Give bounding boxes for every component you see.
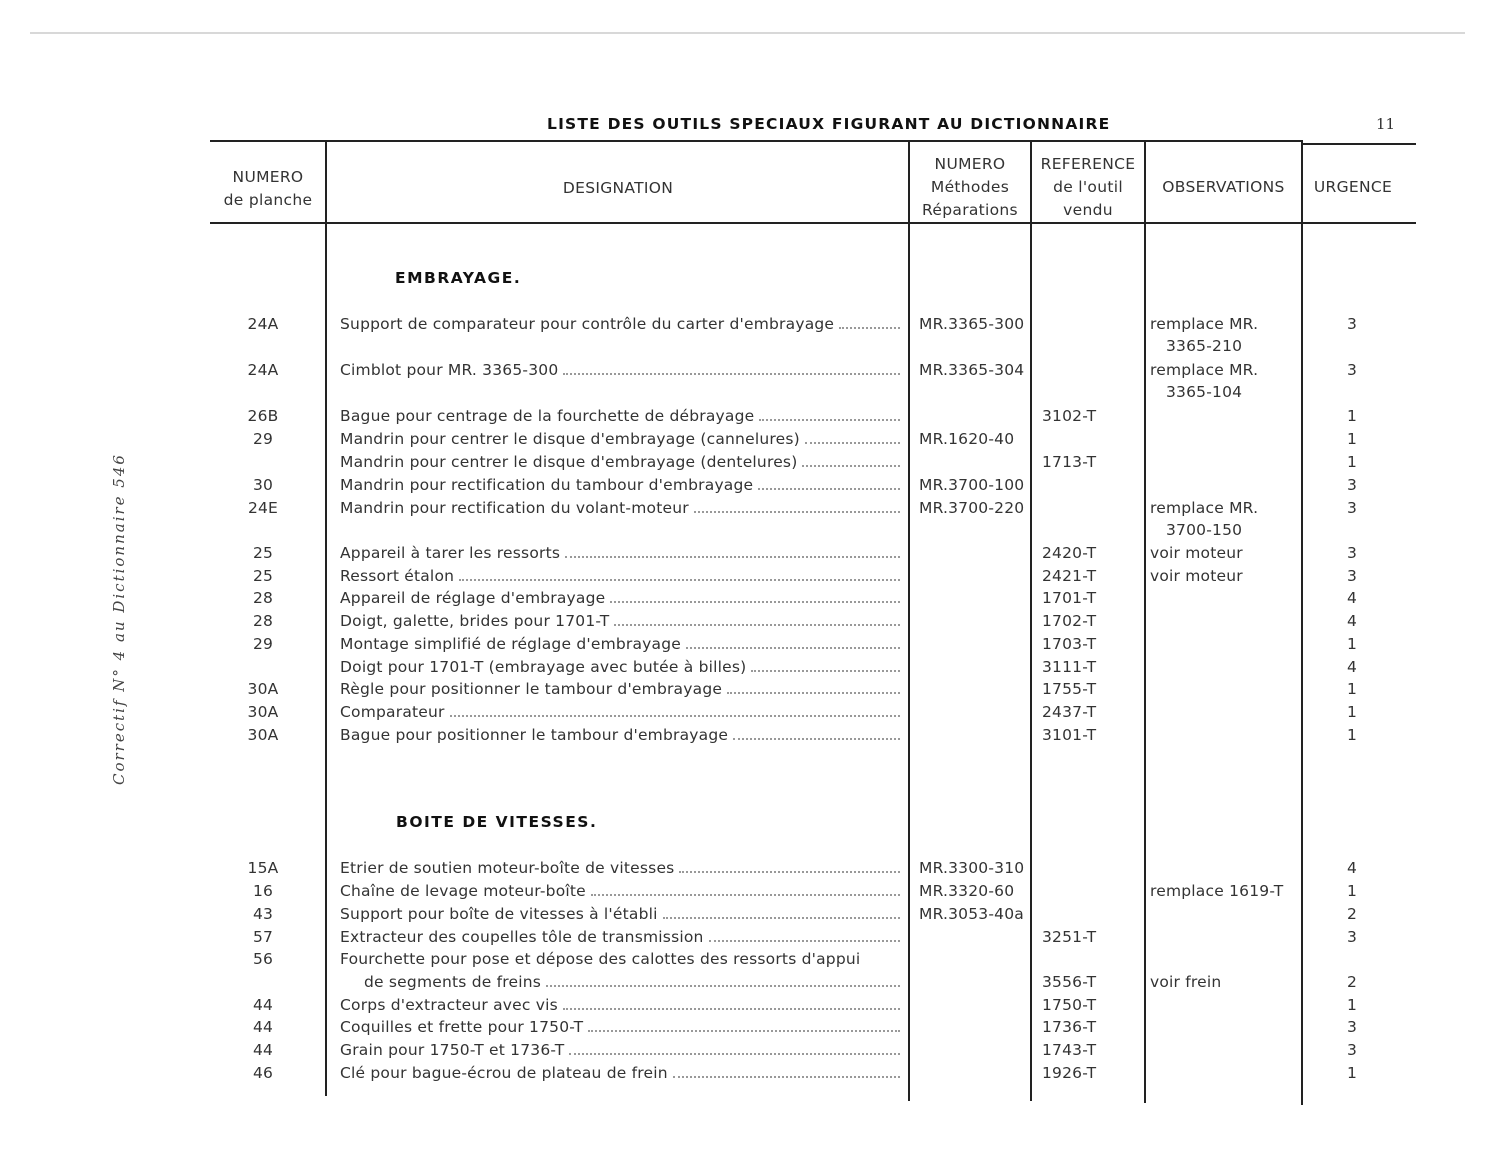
dot-leader [563, 373, 900, 375]
urgency: 3 [1346, 544, 1358, 562]
designation-text: de segments de freins [364, 973, 542, 991]
plan-number: 25 [252, 544, 274, 562]
dot-leader [588, 1030, 900, 1032]
designation-text: Chaîne de levage moteur-boîte [340, 882, 586, 900]
tool-reference: 1926-T [1042, 1064, 1097, 1082]
tool-reference: 3556-T [1042, 973, 1097, 991]
designation [340, 1062, 900, 1084]
tool-reference: 2420-T [1042, 544, 1097, 562]
designation [340, 948, 900, 970]
table-row [0, 587, 1500, 609]
designation [340, 857, 900, 879]
urgency: 1 [1346, 703, 1358, 721]
table-row [0, 948, 1500, 970]
header-ref-line1: REFERENCE [1040, 155, 1136, 173]
header-ref-line3: vendu [1063, 201, 1113, 219]
observation-line: remplace MR. [1150, 361, 1259, 379]
designation [340, 497, 900, 519]
urgency: 4 [1346, 612, 1358, 630]
designation [340, 880, 900, 902]
plan-number: 24A [247, 315, 279, 333]
dot-leader [694, 511, 900, 513]
dot-leader [673, 1076, 900, 1078]
urgency: 2 [1346, 973, 1358, 991]
designation-text: Support pour boîte de vitesses à l'établi [340, 905, 658, 923]
plan-number: 44 [252, 1041, 274, 1059]
dot-leader [802, 465, 900, 467]
designation-text: Coquilles et frette pour 1750-T [340, 1018, 584, 1036]
dot-leader [614, 624, 900, 626]
designation [340, 1016, 900, 1038]
table-row [0, 971, 1500, 993]
table-row [0, 1062, 1500, 1084]
designation-text: Corps d'extracteur avec vis [340, 996, 558, 1014]
plan-number: 28 [252, 589, 274, 607]
designation-text: Mandrin pour centrer le disque d'embrayage (dentelures) [340, 453, 798, 471]
urgency: 2 [1346, 905, 1358, 923]
urgency: 3 [1346, 476, 1358, 494]
plan-number: 29 [252, 635, 274, 653]
plan-number: 30A [247, 703, 279, 721]
designation-text: Clé pour bague-écrou de plateau de frein [340, 1064, 668, 1082]
tool-reference: 2421-T [1042, 567, 1097, 585]
side-note: Correctif N° 4 au Dictionnaire 546 [110, 453, 128, 785]
table-row [0, 633, 1500, 655]
table-top-rule-urgence [1303, 143, 1416, 145]
plan-number: 30 [252, 476, 274, 494]
urgency: 1 [1346, 453, 1358, 471]
tool-reference: 1703-T [1042, 635, 1097, 653]
designation-text: Mandrin pour rectification du tambour d'embrayage [340, 476, 754, 494]
designation [340, 701, 900, 723]
table-row [0, 994, 1500, 1016]
designation [340, 565, 900, 587]
table-row [0, 926, 1500, 948]
observation-line: remplace MR. [1150, 499, 1259, 517]
designation [340, 451, 900, 473]
designation [340, 994, 900, 1016]
plan-number: 26B [247, 407, 279, 425]
dot-leader [546, 985, 900, 987]
designation [340, 656, 900, 678]
urgency: 3 [1346, 315, 1358, 333]
table-row [0, 359, 1500, 401]
table-row [0, 724, 1500, 746]
tool-reference: 3101-T [1042, 726, 1097, 744]
mr-number: MR.3700-100 [919, 476, 1025, 494]
table-row [0, 1016, 1500, 1038]
designation-text: Appareil à tarer les ressorts [340, 544, 561, 562]
urgency: 1 [1346, 996, 1358, 1014]
table-row [0, 1039, 1500, 1061]
mr-number: MR.3365-304 [919, 361, 1025, 379]
plan-number: 44 [252, 1018, 274, 1036]
designation-text: Doigt pour 1701-T (embrayage avec butée à billes) [340, 658, 747, 676]
observation-line: remplace MR. [1150, 315, 1259, 333]
designation-text: Bague pour positionner le tambour d'embrayage [340, 726, 729, 744]
designation-text: Mandrin pour centrer le disque d'embrayage (cannelures) [340, 430, 800, 448]
observation-line: remplace 1619-T [1150, 882, 1284, 900]
designation [340, 1039, 900, 1061]
section-title-embrayage: EMBRAYAGE. [395, 269, 522, 287]
observations [1150, 565, 1300, 587]
table-row [0, 405, 1500, 427]
plan-number: 30A [247, 726, 279, 744]
designation-text: Montage simplifié de réglage d'embrayage [340, 635, 682, 653]
urgency: 1 [1346, 726, 1358, 744]
urgency: 1 [1346, 882, 1358, 900]
plan-number: 56 [252, 950, 274, 968]
page-number: 11 [1376, 115, 1396, 133]
tool-reference: 1701-T [1042, 589, 1097, 607]
urgency: 4 [1346, 658, 1358, 676]
page-title: LISTE DES OUTILS SPECIAUX FIGURANT AU DICTIONNAIRE [547, 115, 1111, 133]
table-row [0, 610, 1500, 632]
designation-text: Comparateur [340, 703, 445, 721]
designation [340, 926, 900, 948]
designation [340, 903, 900, 925]
urgency: 1 [1346, 680, 1358, 698]
tool-reference: 1743-T [1042, 1041, 1097, 1059]
urgency: 1 [1346, 635, 1358, 653]
plan-number: 57 [252, 928, 274, 946]
urgency: 3 [1346, 567, 1358, 585]
observations [1150, 359, 1300, 403]
header-mr-line1: NUMERO [934, 155, 1006, 173]
observations [1150, 313, 1300, 357]
table-row [0, 313, 1500, 355]
designation [340, 313, 900, 335]
dot-leader [751, 670, 900, 672]
observation-line: 3365-104 [1166, 383, 1243, 401]
urgency: 3 [1346, 361, 1358, 379]
header-urgence-label: URGENCE [1313, 178, 1393, 196]
urgency: 1 [1346, 430, 1358, 448]
designation-text: Support de comparateur pour contrôle du carter d'embrayage [340, 315, 835, 333]
tool-reference: 3111-T [1042, 658, 1097, 676]
tool-reference: 1702-T [1042, 612, 1097, 630]
designation [340, 610, 900, 632]
dot-leader [610, 601, 900, 603]
header-plan-line2: de planche [223, 191, 313, 209]
designation [340, 474, 900, 496]
designation [340, 971, 900, 993]
header-bottom-rule [210, 222, 1416, 224]
observations [1150, 880, 1300, 902]
dot-leader [569, 1053, 900, 1055]
table-row [0, 428, 1500, 450]
table-row [0, 701, 1500, 723]
mr-number: MR.1620-40 [919, 430, 1015, 448]
urgency: 3 [1346, 1018, 1358, 1036]
designation [340, 678, 900, 700]
dot-leader [759, 419, 900, 421]
plan-number: 16 [252, 882, 274, 900]
plan-number: 24E [247, 499, 279, 517]
plan-number: 30A [247, 680, 279, 698]
observations [1150, 971, 1300, 993]
tool-reference: 1736-T [1042, 1018, 1097, 1036]
dot-leader [727, 692, 900, 694]
table-row [0, 474, 1500, 496]
section-title-boite-de-vitesses: BOITE DE VITESSES. [396, 813, 598, 831]
table-row [0, 656, 1500, 678]
dot-leader [686, 647, 900, 649]
dot-leader [450, 715, 900, 717]
mr-number: MR.3320-60 [919, 882, 1015, 900]
designation [340, 633, 900, 655]
table-row [0, 565, 1500, 587]
observation-line: voir frein [1150, 973, 1222, 991]
designation [340, 724, 900, 746]
mr-number: MR.3053-40a [919, 905, 1024, 923]
plan-number: 43 [252, 905, 274, 923]
plan-number: 46 [252, 1064, 274, 1082]
header-plan-line1: NUMERO [232, 168, 304, 186]
designation-text: Extracteur des coupelles tôle de transmission [340, 928, 704, 946]
table-row [0, 903, 1500, 925]
tool-reference: 1755-T [1042, 680, 1097, 698]
designation-text: Règle pour positionner le tambour d'embrayage [340, 680, 723, 698]
urgency: 3 [1346, 1041, 1358, 1059]
header-designation-label: DESIGNATION [562, 179, 674, 197]
table-top-rule [210, 140, 1303, 142]
header-designation [328, 177, 908, 200]
designation-text: Appareil de réglage d'embrayage [340, 589, 606, 607]
plan-number: 44 [252, 996, 274, 1014]
dot-leader [563, 1008, 900, 1010]
tool-reference: 3102-T [1042, 407, 1097, 425]
header-ref-line2: de l'outil [1053, 178, 1123, 196]
designation-text: Etrier de soutien moteur-boîte de vitesses [340, 859, 675, 877]
header-mr [910, 153, 1030, 222]
urgency: 4 [1346, 589, 1358, 607]
designation-text: Grain pour 1750-T et 1736-T [340, 1041, 565, 1059]
header-urgence [1303, 176, 1403, 199]
mr-number: MR.3300-310 [919, 859, 1025, 877]
plan-number: 29 [252, 430, 274, 448]
designation-text: Cimblot pour MR. 3365-300 [340, 361, 559, 379]
header-observations-label: OBSERVATIONS [1162, 178, 1285, 196]
plan-number: 24A [247, 361, 279, 379]
plan-number: 28 [252, 612, 274, 630]
designation-text: Doigt, galette, brides pour 1701-T [340, 612, 610, 630]
observation-line: 3365-210 [1166, 337, 1243, 355]
urgency: 4 [1346, 859, 1358, 877]
table-row [0, 880, 1500, 902]
tool-reference: 2437-T [1042, 703, 1097, 721]
observation-line: voir moteur [1150, 567, 1243, 585]
urgency: 3 [1346, 928, 1358, 946]
urgency: 1 [1346, 407, 1358, 425]
dot-leader [663, 917, 900, 919]
designation [340, 542, 900, 564]
dot-leader [709, 940, 900, 942]
table-row [0, 497, 1500, 539]
urgency: 3 [1346, 499, 1358, 517]
header-plan [212, 166, 324, 212]
designation-text: Ressort étalon [340, 567, 455, 585]
designation-text: Bague pour centrage de la fourchette de débrayage [340, 407, 755, 425]
mr-number: MR.3700-220 [919, 499, 1025, 517]
header-ref [1032, 153, 1144, 222]
dot-leader [565, 556, 900, 558]
designation [340, 359, 900, 381]
tool-reference: 1750-T [1042, 996, 1097, 1014]
tool-reference: 1713-T [1042, 453, 1097, 471]
table-row [0, 678, 1500, 700]
plan-number: 25 [252, 567, 274, 585]
designation-text: Fourchette pour pose et dépose des calottes des ressorts d'appui [340, 950, 861, 968]
observation-line: 3700-150 [1166, 521, 1243, 539]
observation-line: voir moteur [1150, 544, 1243, 562]
header-observations [1146, 176, 1301, 199]
dot-leader [733, 738, 900, 740]
tool-reference: 3251-T [1042, 928, 1097, 946]
plan-number: 15A [247, 859, 279, 877]
dot-leader [591, 894, 900, 896]
dot-leader [839, 327, 900, 329]
header-mr-line3: Réparations [922, 201, 1018, 219]
header-mr-line2: Méthodes [930, 178, 1010, 196]
dot-leader [758, 488, 900, 490]
dot-leader [805, 442, 900, 444]
urgency: 1 [1346, 1064, 1358, 1082]
designation [340, 405, 900, 427]
observations [1150, 542, 1300, 564]
dot-leader [679, 871, 900, 873]
table-row [0, 451, 1500, 473]
observations [1150, 497, 1300, 541]
table-row [0, 857, 1500, 879]
designation-text: Mandrin pour rectification du volant-moteur [340, 499, 689, 517]
scan-top-rule [30, 32, 1465, 34]
dot-leader [459, 579, 900, 581]
designation [340, 428, 900, 450]
table-row [0, 542, 1500, 564]
mr-number: MR.3365-300 [919, 315, 1025, 333]
designation [340, 587, 900, 609]
